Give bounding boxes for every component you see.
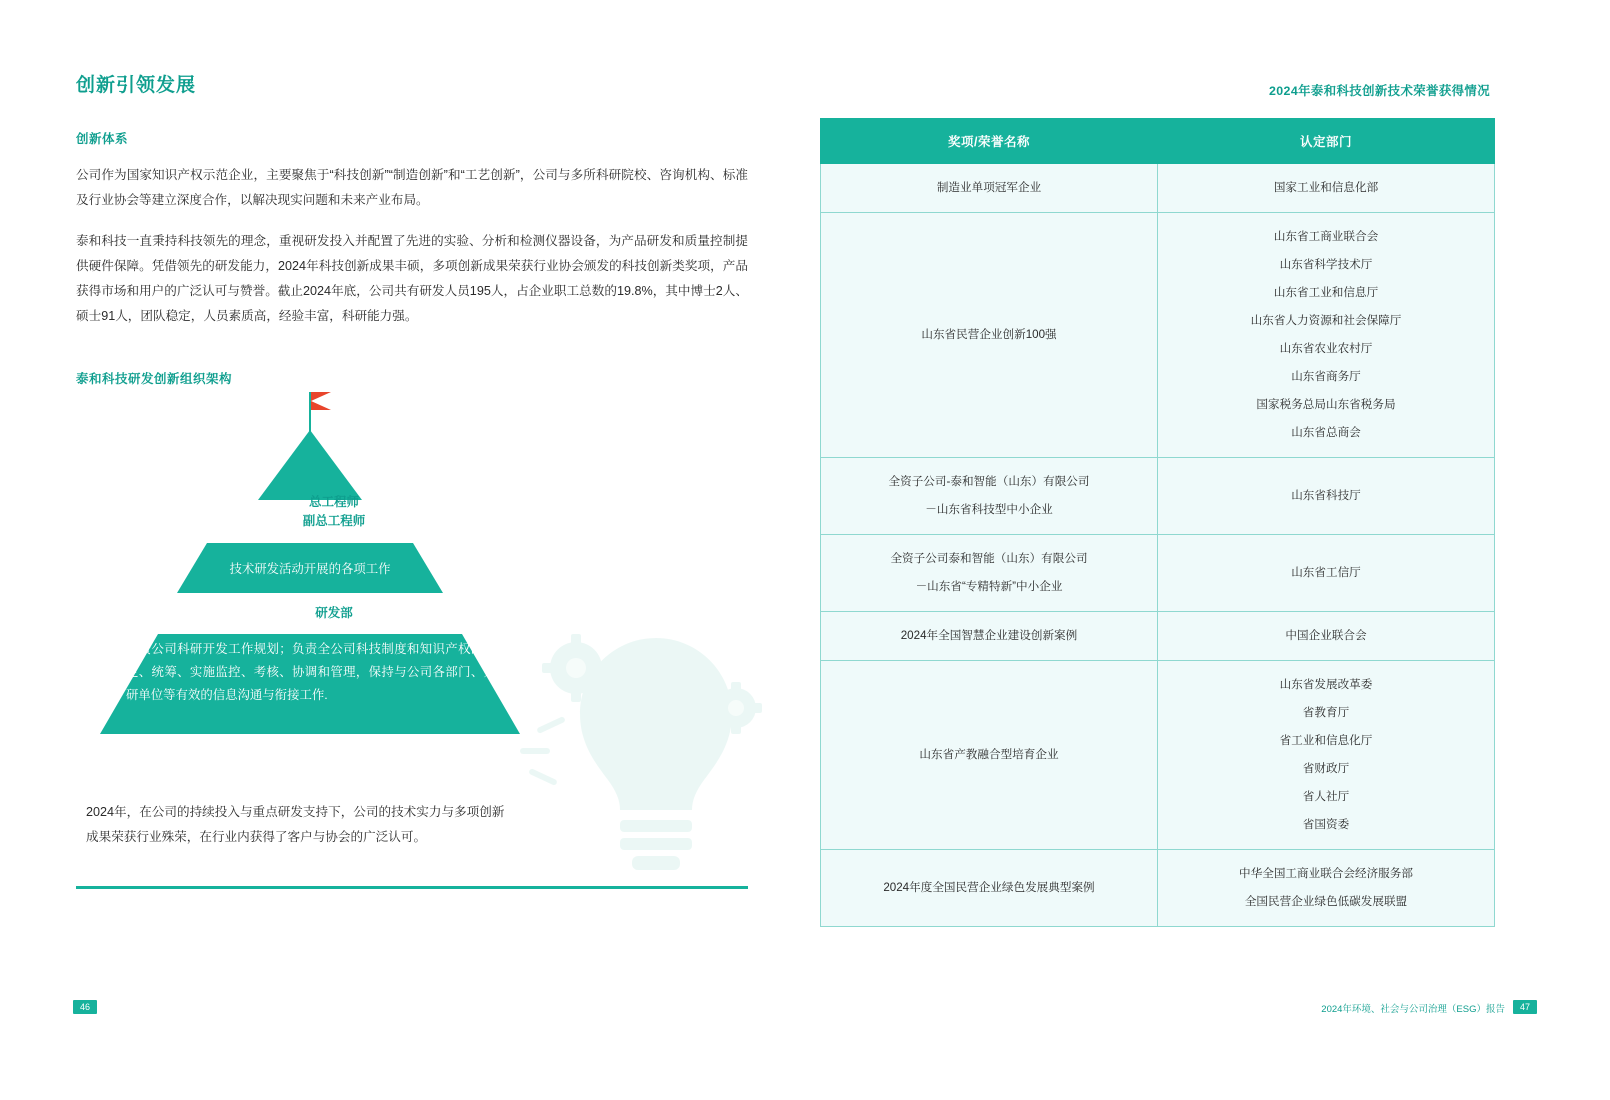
cell-line: －山东省“专精特新”中小企业 [915,580,1063,593]
footer-text: 2024年环境、社会与公司治理（ESG）报告 [1321,1004,1505,1015]
cell-line: 省国资委 [1302,818,1350,831]
pyramid-level1-line1: 总工程师 [308,495,359,509]
table-row [821,661,1495,850]
cell-award [821,661,1158,850]
cell-line: 2024年度全国民营企业绿色发展典型案例 [883,881,1095,894]
cell-line: 山东省商务厅 [1291,370,1361,383]
cell-line: 制造业单项冠军企业 [936,181,1042,194]
table-row [821,535,1495,612]
cell-award [821,458,1158,535]
honor-table [820,118,1495,927]
cell-department [1158,535,1495,612]
cell-line: 山东省科技厅 [1291,489,1361,502]
pyramid-level1-labels [234,493,434,531]
sub-heading-innovation-system: 创新体系 [76,132,129,146]
cell-department [1158,213,1495,458]
divider-rule [76,886,748,889]
page-number-left: 46 [73,1000,97,1014]
cell-line: 国家税务总局山东省税务局 [1256,398,1396,411]
cell-department [1158,850,1495,927]
paragraph-2: 泰和科技一直秉持科技领先的理念，重视研发投入并配置了先进的实验、分析和检测仪器设备，为产品研发和质量控制提供硬件保障。凭借领先的研发能力，2024年科技创新成果丰硕，多项创新成果荣获行业协会颁发的科技创新类奖项，产品获得市场和用户的广泛认可与赞誉。截止2024年底，公司共有研发人员195人，占企业职工总数的19.8%，其中博士2人、硕士91人，团队稳定，人员素质高，经验丰富，科研能力强。 [76,234,748,323]
table-row [821,850,1495,927]
cell-line: 山东省工业和信息厅 [1273,286,1379,299]
cell-award [821,164,1158,213]
cell-line: 山东省人力资源和社会保障厅 [1250,314,1402,327]
cell-line: 省人社厅 [1302,790,1350,803]
rd-organization-pyramid-diagram [76,398,748,758]
table-header-row [821,119,1495,164]
sub-heading-rd-structure: 泰和科技研发创新组织架构 [76,372,233,386]
cell-line: 省财政厅 [1302,762,1350,775]
column-header-department: 认定部门 [1158,119,1495,164]
table-row [821,213,1495,458]
cell-line: 省教育厅 [1302,706,1350,719]
pyramid-level3-body: 负责公司科研开发工作规划；负责全公司科技制度和知识产权的制定、统筹、实施监控、考核、协调和管理，保持与公司各部门、外研单位等有效的信息沟通与衔接工作. [126,642,496,702]
cell-line: 全资子公司泰和智能（山东）有限公司 [890,552,1088,565]
pyramid-level2-label: 技术研发活动开展的各项工作 [229,562,391,576]
cell-line: 全资子公司-泰和智能（山东）有限公司 [888,475,1090,488]
table-row [821,164,1495,213]
cell-department [1158,661,1495,850]
cell-department [1158,458,1495,535]
cell-line: 省工业和信息化厅 [1279,734,1373,747]
cell-award [821,213,1158,458]
cell-department [1158,612,1495,661]
cell-award [821,850,1158,927]
right-page [805,0,1610,1100]
lightbulb-gears-icon [516,598,796,898]
paragraph-3: 2024年，在公司的持续投入与重点研发支持下，公司的技术实力与多项创新成果荣获行业殊荣，在行业内获得了客户与协会的广泛认可。 [86,805,505,844]
cell-line: 2024年全国智慧企业建设创新案例 [900,629,1078,642]
cell-line: 山东省产教融合型培育企业 [919,748,1059,761]
page-number-right: 47 [1513,1000,1537,1014]
table-row [821,612,1495,661]
cell-line: 山东省工商业联合会 [1273,230,1379,243]
cell-line: 山东省总商会 [1291,426,1361,439]
cell-line: 山东省民营企业创新100强 [921,328,1057,341]
table-row [821,458,1495,535]
honor-table-title: 2024年泰和科技创新技术荣誉获得情况 [1268,84,1490,98]
cell-line: 山东省工信厅 [1291,566,1361,579]
cell-department [1158,164,1495,213]
pyramid-level1-line2: 副总工程师 [302,514,366,528]
cell-line: 山东省农业农村厅 [1279,342,1373,355]
paragraph-1: 公司作为国家知识产权示范企业，主要聚焦于“科技创新”“制造创新”和“工艺创新”，公司与多所科研院校、咨询机构、标准及行业协会等建立深度合作，以解决现实问题和未来产业布局。 [76,168,748,207]
cell-line: 山东省科学技术厅 [1279,258,1373,271]
cell-line: 山东省发展改革委 [1279,678,1373,691]
cell-line: 全国民营企业绿色低碳发展联盟 [1244,895,1408,908]
cell-award [821,535,1158,612]
cell-line: 国家工业和信息化部 [1273,181,1379,194]
pyramid-level3-title: 研发部 [315,606,353,620]
cell-award [821,612,1158,661]
cell-line: －山东省科技型中小企业 [925,503,1053,516]
flag-icon [311,392,331,410]
column-header-award: 奖项/荣誉名称 [821,119,1158,164]
cell-line: 中华全国工商业联合会经济服务部 [1239,867,1413,880]
cell-line: 中国企业联合会 [1285,629,1367,642]
pyramid-apex [258,430,362,500]
page-title: 创新引领发展 [76,75,197,96]
